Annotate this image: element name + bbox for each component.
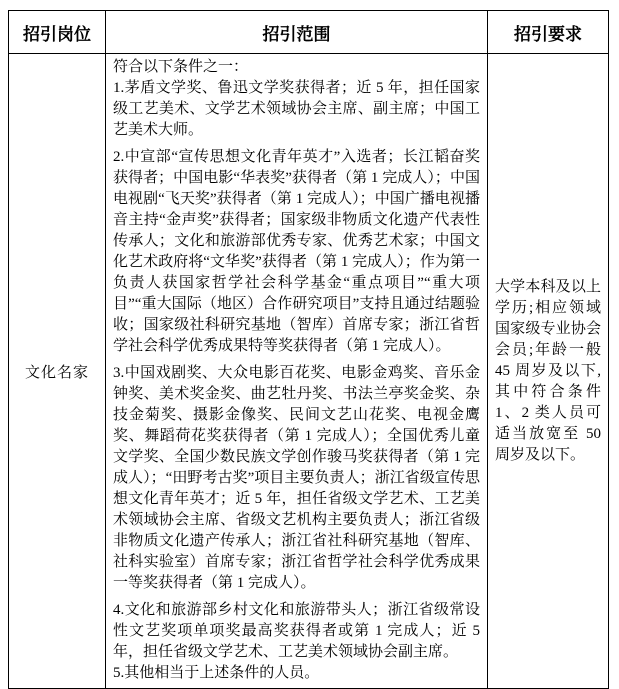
column-header-scope: 招引范围 xyxy=(106,11,488,54)
position-cell: 文化名家 xyxy=(9,54,106,689)
scope-item-4: 4.文化和旅游部乡村文化和旅游带头人；浙江省级常设性文艺奖项单项奖最高奖获得者或第 1 完成人；近 5 年，担任省级文学艺术、工艺美术领域协会副主席。 xyxy=(113,602,480,660)
scope-item-1: 1.茅盾文学奖、鲁迅文学奖获得者；近 5 年，担任国家级工艺美术、文学艺术领域协会主席、副主席；中国工艺美术大师。 xyxy=(113,80,480,138)
requirements-cell: 大学本科及以上学历;相应领域国家级专业协会会员;年龄一般 45 周岁及以下,其中符合条件 1、2 类人员可适当放宽至 50 周岁及以下。 xyxy=(488,54,609,689)
scope-item-3: 3.中国戏剧奖、大众电影百花奖、电影金鸡奖、音乐金钟奖、美术奖金奖、曲艺牡丹奖、书法兰亭奖金奖、杂技金菊奖、摄影金像奖、民间文艺山花奖、电视金鹰奖、舞蹈荷花奖获得者（第 1 完成人）；全国优秀儿童文学奖、全国少数民族文学创作骏马奖获得者（第 1 完成人）；“田野考古奖”项目主要负责人；浙江省级宣传思想文化青年英才；近 5 年，担任省级文学艺术、工艺美术领域协会主席、省级文艺机构主要负责人；浙江省级非物质文化遗产传承人；浙江省社科研究基地（智库、社科实验室）首席专家；浙江省哲学社会科学优秀成果一等奖获得者（第 1 完成人）。 xyxy=(113,365,480,591)
scope-item-2: 2.中宣部“宣传思想文化青年英才”入选者；长江韬奋奖获得者；中国电影“华表奖”获得者（第 1 完成人）；中国电视剧“飞天奖”获得者（第 1 完成人）；中国广播电视播音主持“金声奖”获得者；国家级非物质文化遗产代表性传承人；文化和旅游部优秀专家、优秀艺术家；中国文化艺术政府将“文华奖”获得者（第 1 完成人）；作为第一负责人获国家哲学社会科学基金“重点项目”“重大项目”“重大国际（地区）合作研究项目”支持且通过结题验收；国家级社科研究基地（智库）首席专家；浙江省哲学社会科学优秀成果特等奖获得者（第 1 完成人）。 xyxy=(113,149,480,354)
recruitment-table xyxy=(8,10,609,689)
column-header-position: 招引岗位 xyxy=(9,11,106,54)
column-header-requirements: 招引要求 xyxy=(488,11,609,54)
scope-item-5: 5.其他相当于上述条件的人员。 xyxy=(113,665,320,681)
scope-cell xyxy=(106,54,488,689)
scope-intro: 符合以下条件之一： xyxy=(113,59,249,75)
table-row xyxy=(9,54,609,689)
header-row xyxy=(9,11,609,54)
